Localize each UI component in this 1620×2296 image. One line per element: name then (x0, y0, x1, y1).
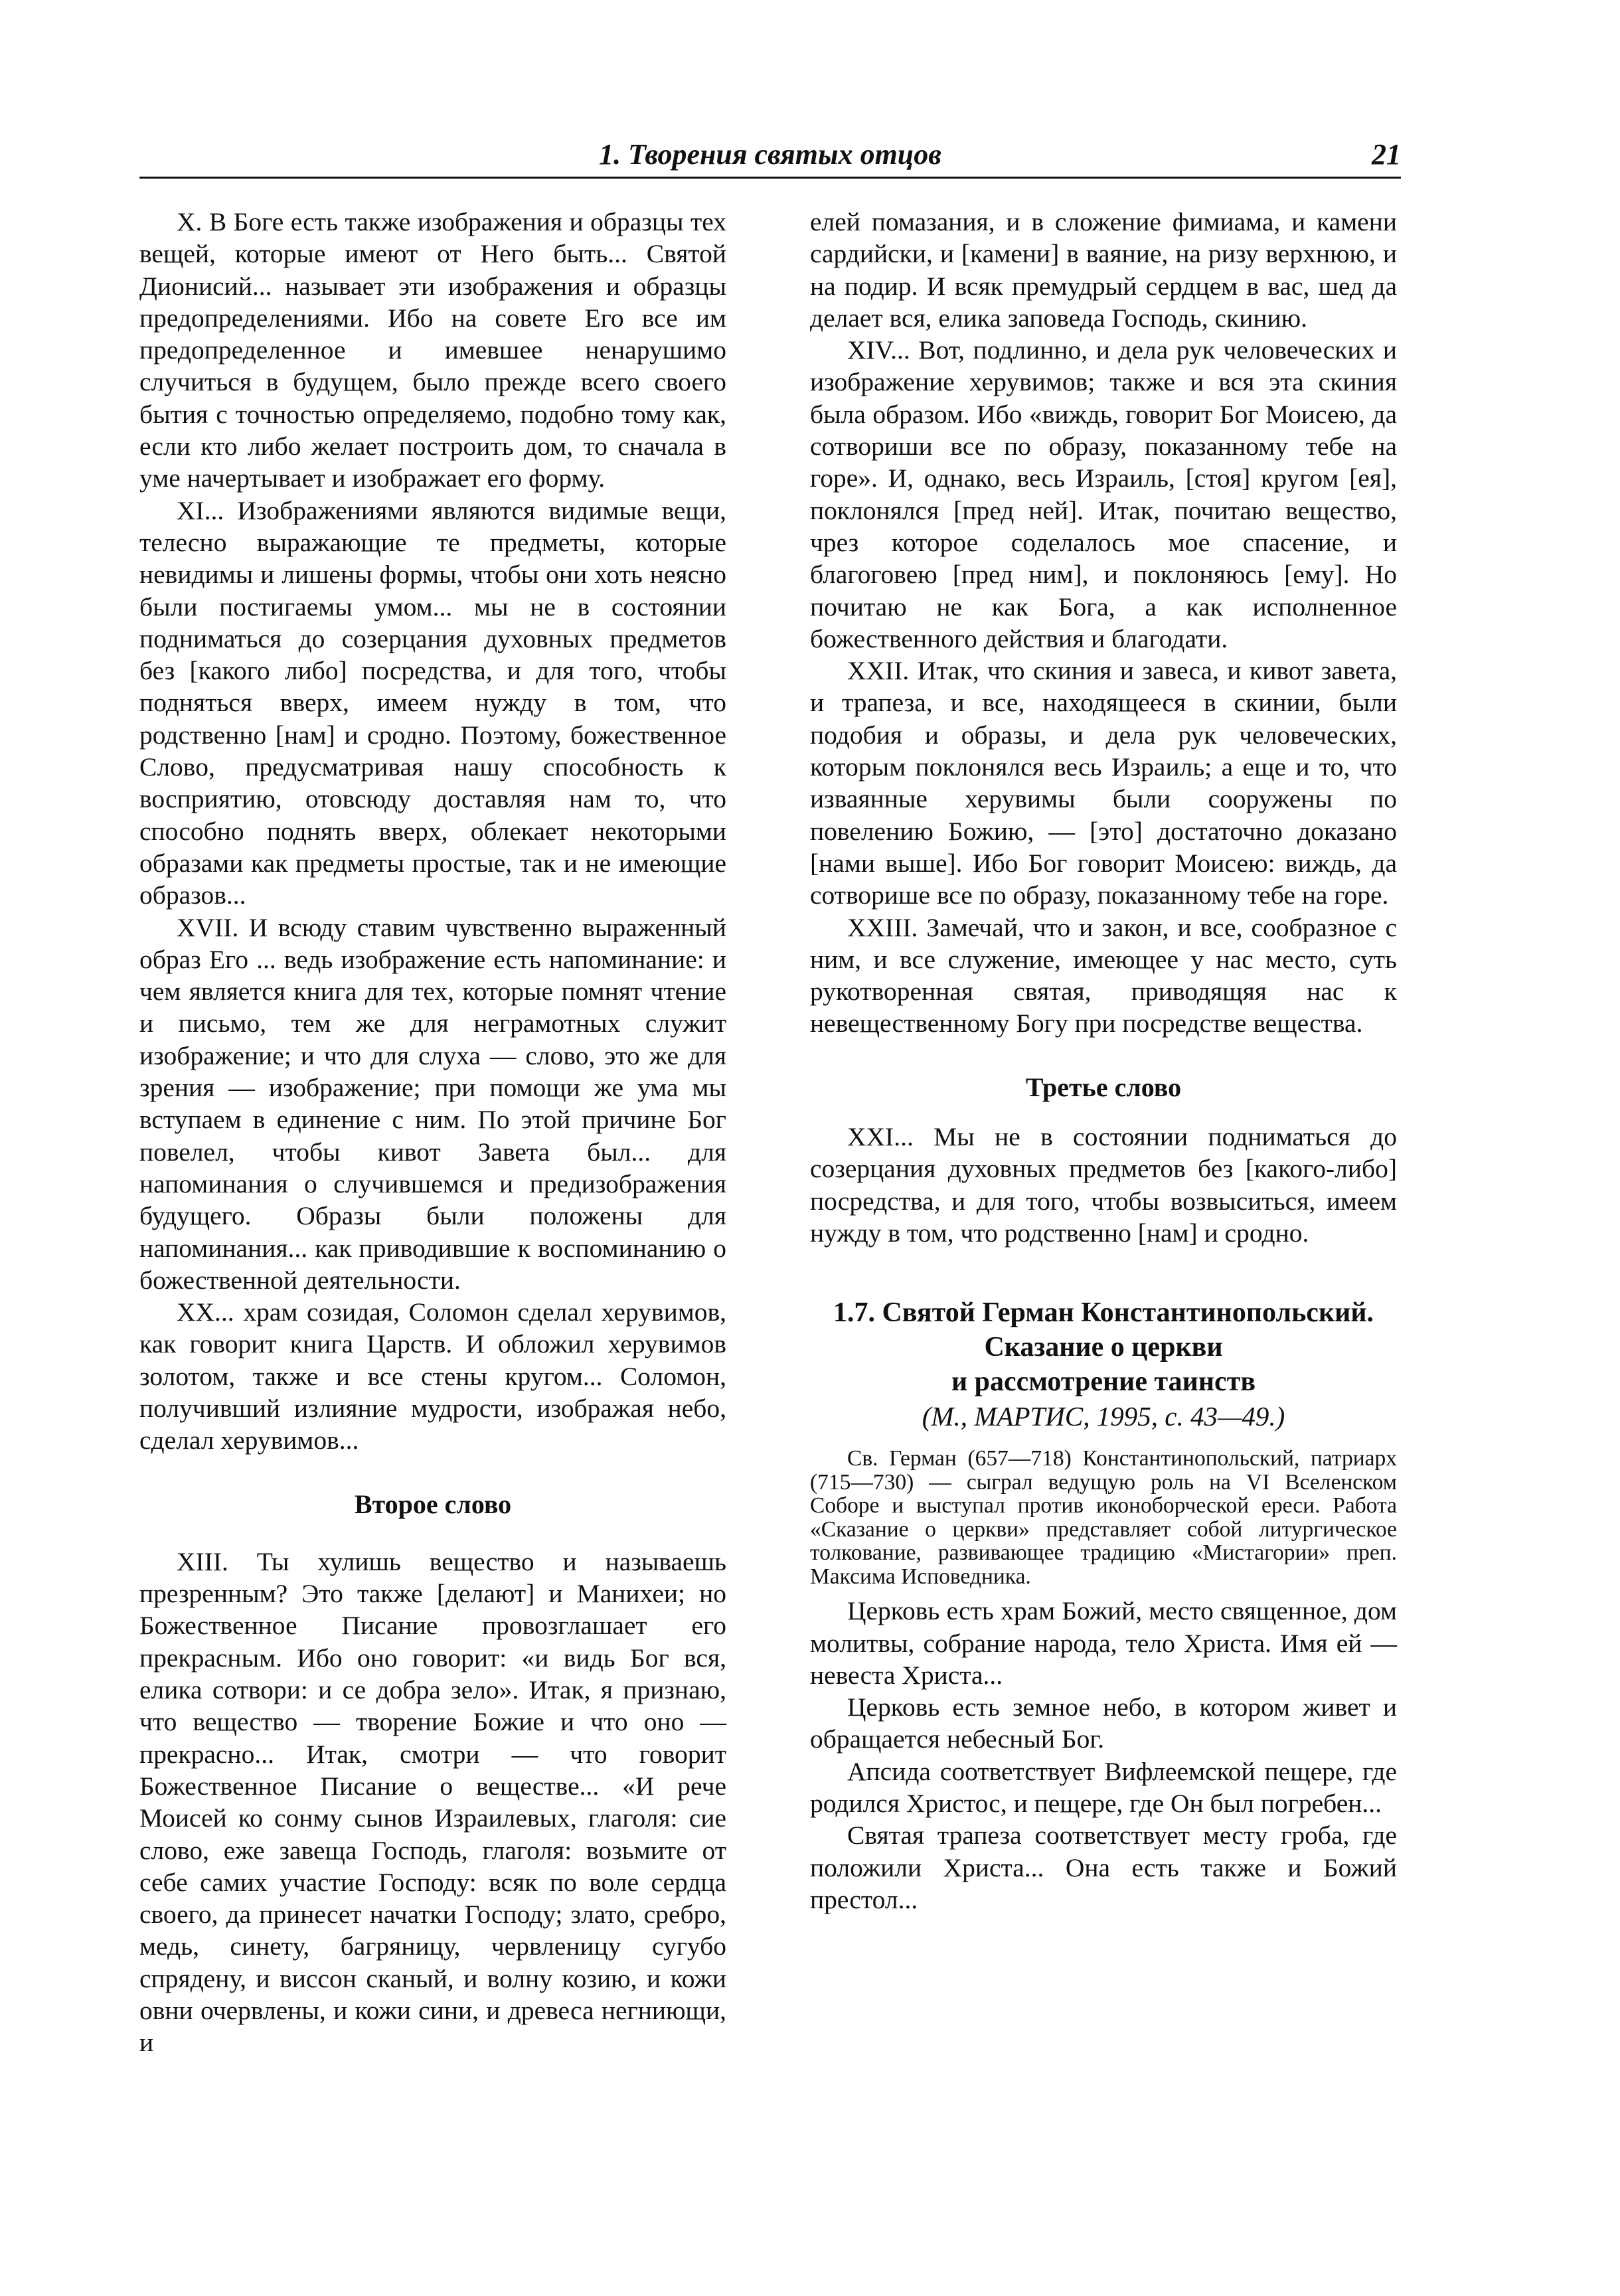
right-column (810, 206, 1397, 1916)
page-number: 21 (1372, 138, 1401, 171)
running-title: 1. Творения святых отцов (599, 138, 941, 171)
left-column (139, 206, 726, 2059)
paragraph-xiv: XIV... Вот, подлинно, и дела рук человеческих и изображение херувимов; также и вся эта скиния была образом. Ибо «виждь, говорит Бог Моисею, да сотвориши все по образу, показанному тебе на горе». И, однако, весь Израиль, [стоя] кругом [ея], поклонялся [пред ней]. Итак, почитаю вещество, чрез которое соделалось мое спасение, и благоговею [пред ним], и поклоняюсь [ему]. Но почитаю не как Бога, а как исполненное божественного действия и благодати. (810, 335, 1397, 653)
paragraph-xxii: XXII. Итак, что скиния и завеса, и кивот завета, и трапеза, и все, находящееся в скинии, были подобия и образы, и дела рук человеческих, которым поклонялся весь Израиль; а еще и то, что изваянные херувимы были сооружены по повелению Божию, — [это] достаточно доказано [нами выше]. Ибо Бог говорит Моисею: виждь, да сотворише все по образу, показанному тебе на горе. (810, 656, 1397, 910)
paragraph-xiii: XIII. Ты хулишь вещество и называешь презренным? Это также [делают] и Манихеи; но Божественное Писание провозглашает его прекрасным. Ибо оно говорит: «и видь Бог вся, елика сотвори: и се добра зело». Итак, я признаю, что вещество — творение Божие и что оно — прекрасно... Итак, смотри — что говорит Божественное Писание о веществе... «И рече Моисей ко сонму сынов Израилевых, глаголя: сие слово, еже завеща Господь, глаголя: возьмите от себе самих участие Господу: всяк по воле сердца своего, да принесет начатки Господу; злато, сребро, медь, синету, багряницу, червленицу сугубо спрядену, и виссон сканый, и волну козию, и кожи овни очервлены, и кожи сини, и древеса негниющи, и (139, 1546, 726, 2058)
running-head (139, 133, 1401, 179)
article-title-line: 1.7. Святой Герман Константинопольский. (833, 1297, 1374, 1329)
heading-second-word: Второе слово (354, 1489, 512, 1519)
paragraph-continuation: елей помазания, и в сложение фимиама, и камени сардийски, и [камени] в ваяние, на ризу верхнюю, и на подир. И всяк премудрый сердцем в вас, шед да делает вся, елика заповеда Господь, скинию. (810, 207, 1397, 333)
article-title-line: и рассмотрение таинств (951, 1366, 1256, 1398)
paragraph-xx: XX... храм созидая, Соломон сделал херувимов, как говорит книга Царств. И обложил херувимов золотом, также и все стены кругом... Соломон, получивший излияние мудрости, изображая небо, сделал херувимов... (139, 1297, 726, 1455)
paragraph-x: X. В Боге есть также изображения и образцы тех вещей, которые имеют от Него быть... Святой Дионисий... называет эти изображения и образцы предопределениями. Ибо на совете Его все им предопределенное и имевшее ненарушимо случиться в будущем, было прежде всего своего бытия с точностью определяемо, подобно тому как, если кто либо желает построить дом, то сначала в уме начертывает и изображает его форму. (139, 207, 726, 493)
article-paragraph: Апсида соответствует Вифлеемской пещере, где родился Христос, и пещере, где Он был погребен... (810, 1756, 1397, 1818)
article-paragraph: Церковь есть земное небо, в котором живет и обращается небесный Бог. (810, 1692, 1397, 1754)
article-title (810, 1295, 1397, 1399)
article-title-line: Сказание о церкви (984, 1332, 1223, 1363)
heading-third-word: Третье слово (1025, 1072, 1182, 1102)
paragraph-xvii: XVII. И всюду ставим чувственно выраженный образ Его ... ведь изображение есть напоминание: и чем является книга для тех, которые помнят чтение и письмо, тем же для неграмотных служит изображение; и что для слуха — слово, это же для зрения — изображение; при помощи же ума мы вступаем в единение с ним. По этой причине Бог повелел, чтобы кивот Завета был... для напоминания о случившемся и предизображения будущего. Образы были положены для напоминания... как приводившие к воспоминанию о божественной деятельности. (139, 912, 726, 1295)
paragraph-xxiii: XXIII. Замечай, что и закон, и все, сообразное с ним, и все служение, имеющее у нас место, суть рукотворенная святая, приводящяя нас к невещественному Богу при посредстве вещества. (810, 912, 1397, 1038)
paragraph-xi: XI... Изображениями являются видимые вещи, телесно выражающие те предметы, которые невидимы и лишены формы, чтобы они хоть неясно были постигаемы умом... мы не в состоянии подниматься до созерцания духовных предметов без [какого либо] посредства, и для того, чтобы подняться вверх, имеем нужду в том, что родственно [нам] и сродно. Поэтому, божественное Слово, предусматривая нашу способность к восприятию, отовсюду доставляя нам то, что способно поднять вверх, облекает некоторыми образами как предметы простые, так и не имеющие образов... (139, 495, 726, 910)
paragraph-xxi: XXI... Мы не в состоянии подниматься до созерцания духовных предметов без [какого-либо] посредства, и для того, чтобы возвыситься, имеем нужду в том, что родственно [нам] и сродно. (810, 1122, 1397, 1248)
article-source: (М., МАРТИС, 1995, с. 43—49.) (922, 1401, 1285, 1432)
article-paragraph: Церковь есть храм Божий, место священное, дом молитвы, собрание народа, тело Христа. Имя ей — невеста Христа... (810, 1596, 1397, 1690)
article-paragraph: Святая трапеза соответствует месту гроба, где положили Христа... Она есть также и Божий престол... (810, 1821, 1397, 1914)
author-note: Св. Герман (657—718) Константинопольский, патриарх (715—730) — сыграл ведущую роль на VI Вселенском Соборе и выступал против иконоборческой ереси. Работа «Сказание о церкви» представляет собой литургическое толкование, развивающее традицию «Мистагории» преп. Максима Исповедника. (810, 1446, 1397, 1589)
